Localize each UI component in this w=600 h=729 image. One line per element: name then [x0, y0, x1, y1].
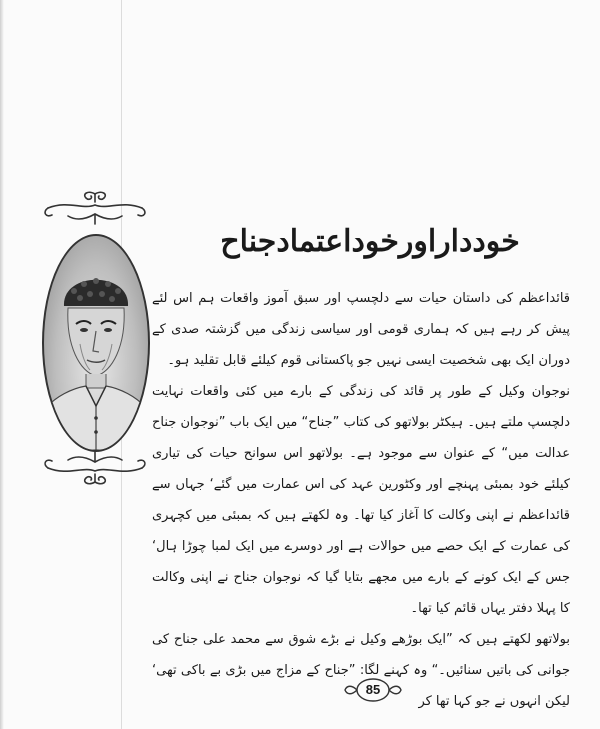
ornament-bottom	[38, 448, 152, 488]
paragraph: بولاتھو لکھتے ہیں کہ ”ایک بوڑھے وکیل نے بڑے شوق سے محمد علی جناح کی جوانی کی باتیں سنائیں۔“ وہ کہنے لگا: ”جناح کے مزاج میں بڑی بے باکی تھی‘ لیکن انہوں نے جو کہا تھا کر	[152, 632, 570, 709]
body-text	[152, 283, 570, 717]
chapter-title: خودداراورخوداعتمادجناح	[220, 224, 520, 259]
page-number-badge	[342, 673, 404, 707]
scroll-ornament-icon	[38, 448, 152, 488]
ornament-top	[38, 188, 152, 228]
page-edge	[0, 0, 4, 729]
jinnah-portrait	[42, 234, 150, 452]
scroll-ornament-icon	[38, 188, 152, 228]
paragraph: قائداعظم کی داستان حیات سے دلچسپ اور سبق آموز واقعات ہم اس لئے پیش کر رہے ہیں کہ ہماری قومی اور سیاسی زندگی میں گزشتہ صدی کے دوران ایک بھی شخصیت ایسی نہیں جو پاکستانی قوم کیلئے قابل تقلید ہو۔	[152, 291, 570, 368]
page-number: 85	[365, 682, 381, 697]
paragraph: نوجوان وکیل کے طور پر قائد کی زندگی کے بارے میں کئی واقعات نہایت دلچسپ ملتے ہیں۔ ہیکٹر بولاتھو کی کتاب ”جناح“ میں ایک باب ”نوجوان جناح عدالت میں“ کے عنوان سے موجود ہے۔ بولاتھو اس سوانح حیات کی تیاری کیلئے خود بمبئی پہنچے اور وکٹورین عہد کی اس عمارت میں گئے‘ جہاں سے قائداعظم نے اپنی وکالت کا آغاز کیا تھا۔ وہ لکھتے ہیں کہ بمبئی میں کچہری کی عمارت کے ایک حصے میں حوالات ہے اور دوسرے میں ایک لمبا چوڑا ہال‘ جس کے ایک کونے کے بارے میں مجھے بتایا گیا کہ نوجوان جناح نے اپنی وکالت کا پہلا دفتر یہاں قائم کیا تھا۔	[152, 384, 570, 616]
portrait-illustration	[44, 236, 148, 450]
